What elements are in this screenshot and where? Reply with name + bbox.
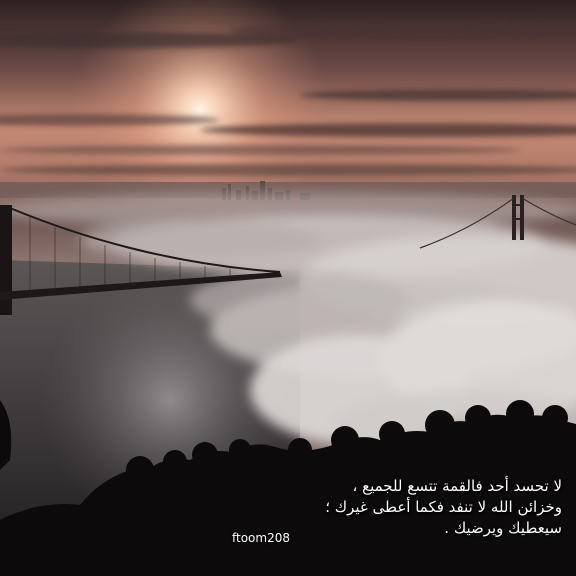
watermark-handle: ftoom208 bbox=[232, 531, 290, 545]
quote-line-1: لا تحسد أحد فالقمة تتسع للجميع ، bbox=[352, 477, 562, 495]
arabic-quote bbox=[202, 476, 562, 539]
quote-line-3: سيعطيك ويرضيك . bbox=[444, 519, 562, 537]
quote-line-2: وخزائن الله لا تنفد فكما أعطى غيرك ؛ bbox=[325, 498, 562, 516]
